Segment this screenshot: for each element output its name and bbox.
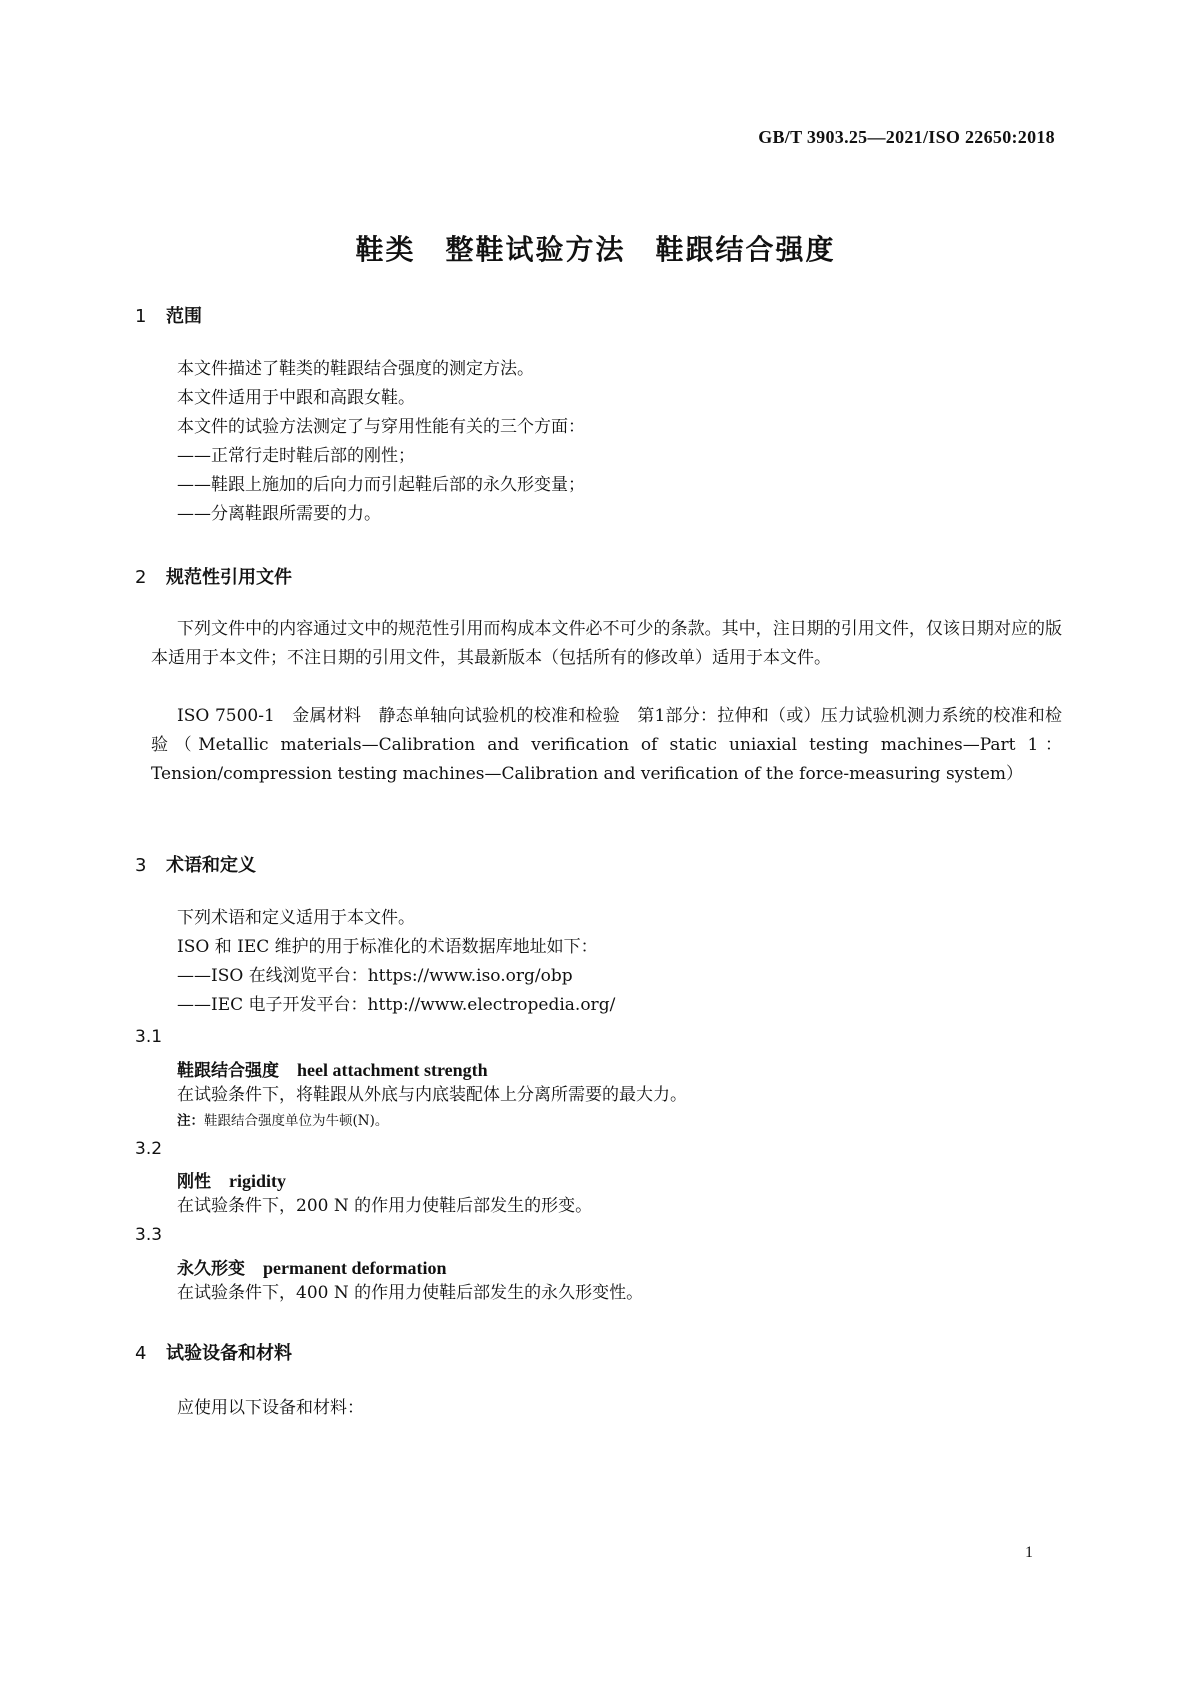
reference-text: ISO 7500-1 金属材料 静态单轴向试验机的校准和检验 第1部分：拉伸和（或）压力试验机测力系统的校准和检验（Metallic materials—Calibration and verification of static uniaxial testing machines—Part 1：Tension/compression testing machines—Calibration and verification of the force-measuring system） [151,706,1062,784]
list-item: ——正常行走时鞋后部的刚性； [177,446,415,466]
paragraph: 本文件适用于中跟和高跟女鞋。 [177,388,415,408]
term-en: rigidity [229,1171,286,1191]
section-title: 范围 [166,306,202,327]
list-item: ——分离鞋跟所需要的力。 [177,504,381,524]
section-3-heading [135,851,256,877]
note-text: 鞋跟结合强度单位为牛顿(N)。 [204,1113,389,1129]
section-1-heading [135,302,202,328]
section-number: 3 [135,855,147,876]
standard-code: GB/T 3903.25—2021/ISO 22650:2018 [758,127,1055,147]
paragraph: 本文件描述了鞋类的鞋跟结合强度的测定方法。 [177,359,534,379]
note-label: 注： [177,1113,204,1129]
reference-entry [151,702,1062,789]
section-number: 2 [135,567,147,588]
section-2-heading [135,563,292,589]
section-4-heading [135,1339,292,1365]
paragraph: 应使用以下设备和材料： [177,1398,364,1418]
term-heading [177,1254,446,1279]
section-number: 1 [135,306,147,327]
term-definition: 在试验条件下，200 N 的作用力使鞋后部发生的形变。 [177,1196,593,1216]
term-zh: 永久形变 [177,1259,245,1279]
paragraph: 下列文件中的内容通过文中的规范性引用而构成本文件必不可少的条款。其中，注日期的引用文件，仅该日期对应的版本适用于本文件；不注日期的引用文件，其最新版本（包括所有的修改单）适用于本文件。 [151,619,1062,668]
normative-references-intro [151,615,1062,673]
term-en: permanent deformation [263,1258,447,1278]
term-number: 3.1 [135,1027,163,1047]
list-item: ——IEC 电子开发平台：http://www.electropedia.org/ [177,995,616,1015]
term-zh: 鞋跟结合强度 [177,1061,279,1081]
term-number: 3.3 [135,1225,163,1245]
section-title: 术语和定义 [166,855,256,876]
section-title: 规范性引用文件 [166,567,292,588]
term-heading [177,1056,488,1081]
term-definition: 在试验条件下，400 N 的作用力使鞋后部发生的永久形变性。 [177,1283,644,1303]
term-en: heel attachment strength [297,1060,488,1080]
section-title: 试验设备和材料 [166,1343,292,1364]
term-zh: 刚性 [177,1172,211,1192]
list-item: ——ISO 在线浏览平台：https://www.iso.org/obp [177,966,573,986]
document-title: 鞋类 整鞋试验方法 鞋跟结合强度 [355,233,836,266]
paragraph: 本文件的试验方法测定了与穿用性能有关的三个方面： [177,417,585,437]
section-number: 4 [135,1343,147,1364]
term-heading [177,1167,286,1192]
term-definition: 在试验条件下，将鞋跟从外底与内底装配体上分离所需要的最大力。 [177,1085,687,1105]
paragraph: ISO 和 IEC 维护的用于标准化的术语数据库地址如下： [177,937,598,957]
page-number: 1 [1025,1544,1033,1561]
list-item: ——鞋跟上施加的后向力而引起鞋后部的永久形变量； [177,475,585,495]
term-note [177,1112,388,1130]
paragraph: 下列术语和定义适用于本文件。 [177,908,415,928]
term-number: 3.2 [135,1139,163,1159]
